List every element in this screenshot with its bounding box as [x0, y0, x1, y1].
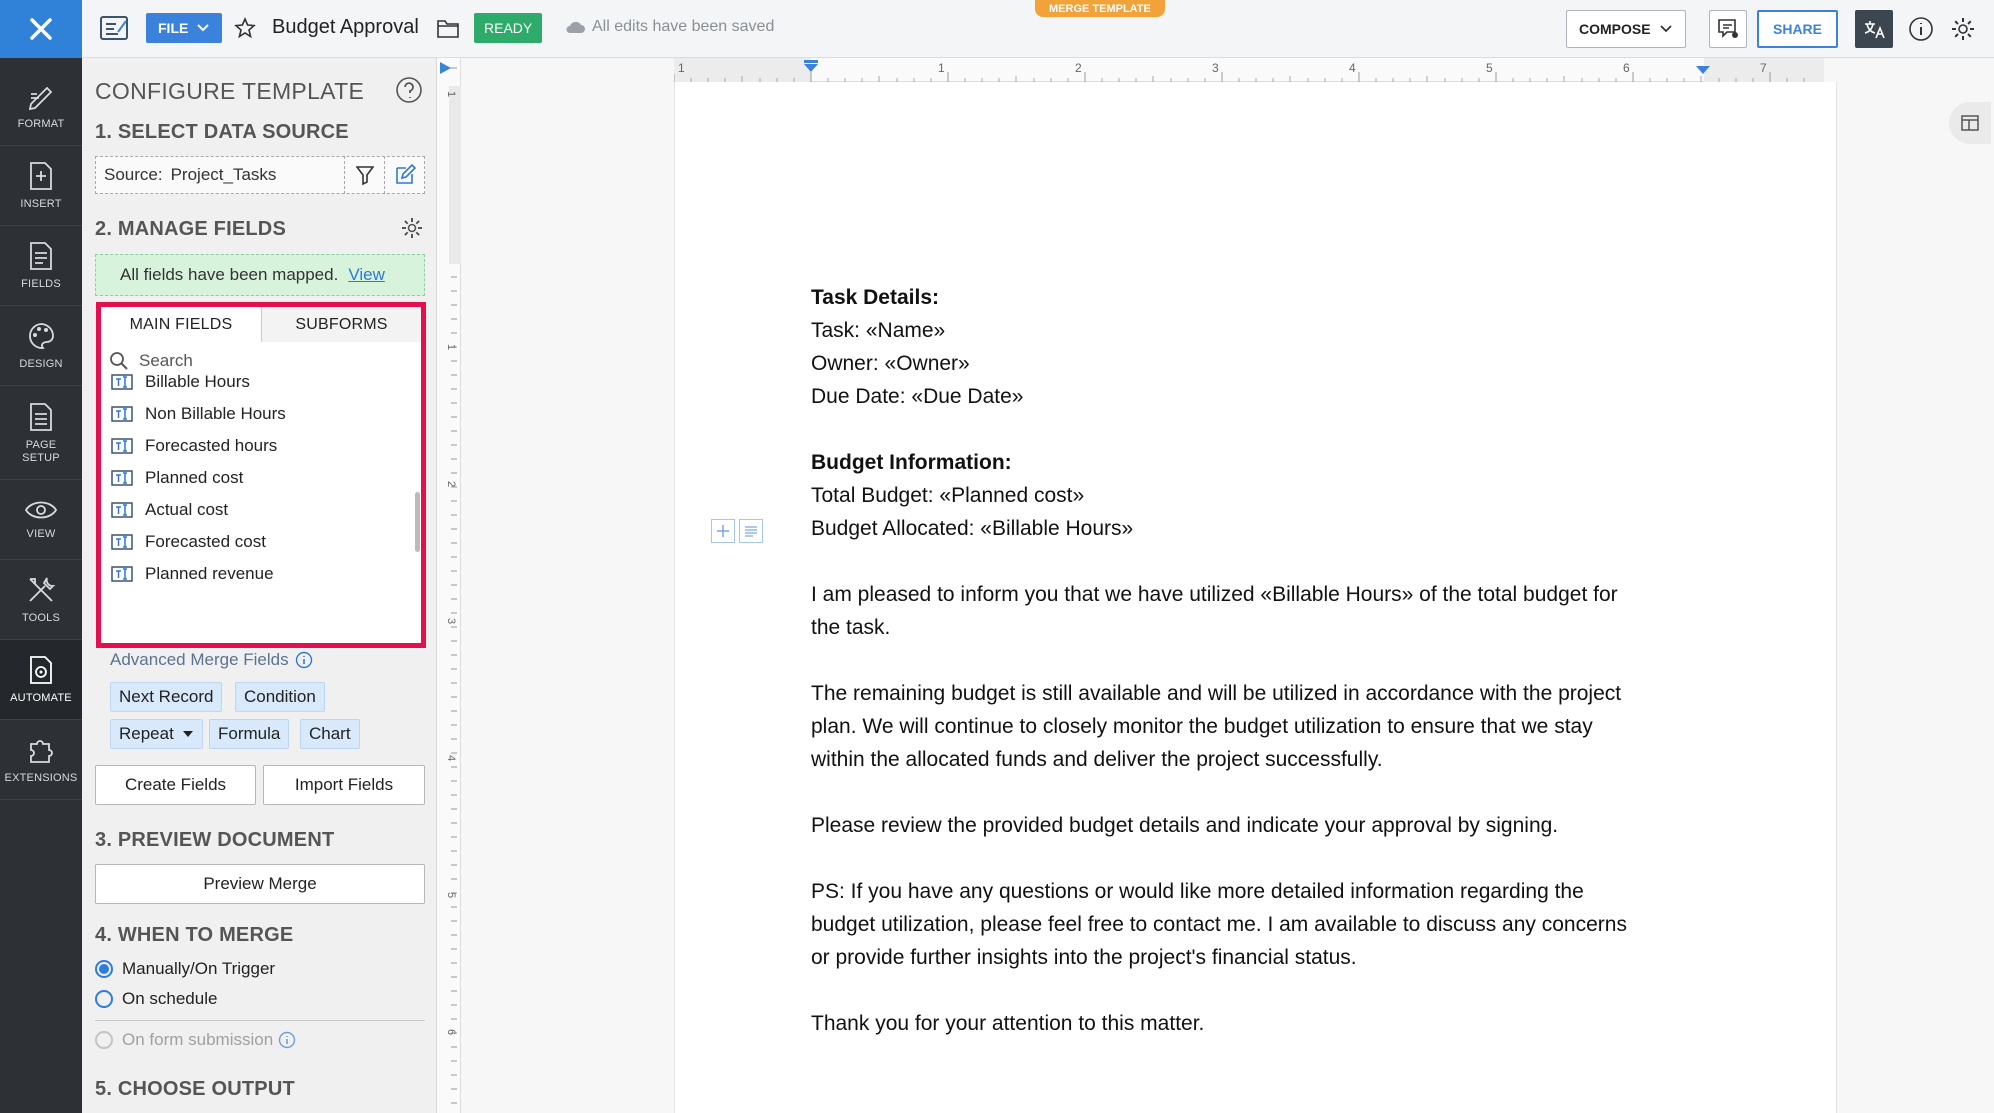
manage-fields-gear-icon[interactable] — [400, 216, 424, 245]
tab-subforms[interactable]: SUBFORMS — [262, 307, 421, 342]
fields-tabs — [101, 307, 421, 342]
insert-doc-icon — [26, 160, 56, 192]
formula-button[interactable]: Formula — [209, 719, 289, 749]
doc-text-block[interactable] — [811, 281, 1627, 1040]
ruler-tick-label: 7 — [1760, 61, 1767, 75]
step1-heading: 1. SELECT DATA SOURCE — [95, 121, 349, 143]
merge-manual-radio[interactable] — [95, 959, 275, 979]
compose-button[interactable] — [1566, 10, 1686, 48]
language-tools-button[interactable] — [1855, 10, 1893, 48]
close-icon — [28, 16, 54, 42]
tab-main-fields[interactable]: MAIN FIELDS — [101, 307, 262, 342]
palette-icon — [25, 320, 57, 352]
import-fields-button[interactable]: Import Fields — [263, 765, 425, 805]
advanced-label: Advanced Merge Fields — [110, 650, 289, 669]
radio-label: On schedule — [122, 989, 218, 1008]
field-icon — [111, 405, 133, 423]
field-item[interactable] — [111, 530, 266, 554]
repeat-button[interactable] — [110, 719, 203, 749]
fields-list-box — [96, 302, 426, 648]
merge-template-tag: MERGE TEMPLATE — [1035, 0, 1165, 17]
rail-label: DESIGN — [19, 358, 63, 370]
rail-label: FORMAT — [17, 118, 65, 130]
ruler-tick-label: 3 — [445, 617, 458, 625]
paragraph-style-button[interactable] — [739, 519, 763, 543]
field-item[interactable] — [111, 373, 250, 394]
doc-para2-line2: plan. We will continue to closely monitor the budget utilization to ensure that we stay — [811, 715, 1593, 738]
view-mapping-link[interactable]: View — [348, 265, 385, 284]
doc-para3: Please review the provided budget details and indicate your approval by signing. — [811, 814, 1559, 837]
ruler-tick-label: 1 — [445, 343, 458, 351]
fields-icon — [26, 240, 56, 272]
left-rail — [0, 0, 82, 1113]
plus-icon — [716, 524, 730, 538]
compose-label: COMPOSE — [1579, 21, 1651, 37]
vertical-ruler[interactable] — [437, 58, 461, 1113]
chevron-down-icon — [196, 23, 210, 33]
rail-format[interactable] — [0, 66, 82, 146]
field-icon — [111, 469, 133, 487]
favorite-star-icon[interactable] — [234, 17, 256, 39]
field-name: Planned cost — [145, 468, 244, 487]
field-icon — [111, 533, 133, 551]
add-block-button[interactable] — [711, 519, 735, 543]
doc-budget-heading: Budget Information: — [811, 451, 1012, 474]
configure-template-panel — [82, 58, 437, 1113]
info-icon — [278, 1031, 296, 1049]
field-item[interactable] — [111, 434, 277, 458]
rail-design[interactable] — [0, 306, 82, 386]
save-status — [564, 18, 774, 36]
radio-circle — [95, 960, 113, 978]
eye-icon — [24, 498, 58, 522]
field-name: Non Billable Hours — [145, 404, 286, 423]
paragraph-icon — [744, 524, 758, 538]
radio-label: On form submission — [122, 1030, 274, 1049]
cloud-icon — [564, 19, 586, 35]
search-icon — [109, 351, 129, 371]
field-list-scrollbar[interactable] — [415, 492, 420, 552]
ruler-tick-label: 4 — [1349, 61, 1356, 75]
rail-extensions[interactable] — [0, 720, 82, 800]
preview-merge-button[interactable]: Preview Merge — [95, 864, 425, 904]
chart-button[interactable]: Chart — [300, 719, 360, 749]
field-icon — [111, 437, 133, 455]
doc-para5: Thank you for your attention to this matter. — [811, 1012, 1205, 1035]
merge-form-submission-radio — [95, 1030, 296, 1050]
rail-insert[interactable] — [0, 146, 82, 226]
doc-task-line: Task: «Name» — [811, 319, 946, 342]
ruler-tick-label: 2 — [445, 480, 458, 488]
ruler-tick-label: 1 — [445, 90, 458, 98]
share-button[interactable]: SHARE — [1757, 10, 1838, 48]
ready-status-badge: READY — [474, 13, 542, 43]
folder-icon[interactable] — [436, 17, 460, 39]
info-icon[interactable] — [1907, 15, 1935, 43]
rail-view[interactable] — [0, 480, 82, 560]
radio-label: Manually/On Trigger — [122, 959, 276, 978]
settings-gear-icon[interactable] — [1949, 15, 1977, 43]
step4-heading: 4. WHEN TO MERGE — [95, 924, 294, 946]
fields-mapped-notice — [95, 254, 425, 296]
divider — [95, 1020, 425, 1021]
ruler-tick-label: 1 — [938, 61, 945, 75]
field-item[interactable] — [111, 498, 228, 522]
field-item[interactable] — [111, 402, 286, 426]
field-icon — [111, 565, 133, 583]
panel-title: CONFIGURE TEMPLATE — [95, 78, 365, 104]
doc-due-line: Due Date: «Due Date» — [811, 385, 1024, 408]
field-list — [101, 373, 417, 633]
ruler-tick-label: 5 — [445, 891, 458, 899]
layout-panel-icon — [1960, 114, 1980, 132]
step5-heading: 5. CHOOSE OUTPUT — [95, 1078, 295, 1100]
ruler-tick-label: 2 — [1075, 61, 1082, 75]
doc-task-heading: Task Details: — [811, 286, 939, 309]
side-panel-toggle[interactable] — [1949, 102, 1991, 144]
rail-page-setup[interactable] — [0, 386, 82, 480]
doc-para2-line1: The remaining budget is still available and will be utilized in accordance with the project — [811, 682, 1622, 705]
ruler-tick-label: 6 — [1623, 61, 1630, 75]
chevron-down-icon — [1659, 24, 1673, 34]
save-status-text: All edits have been saved — [592, 18, 775, 35]
source-label: Source: — [104, 165, 163, 184]
caret-down-icon — [182, 730, 194, 738]
horizontal-ruler[interactable] — [674, 58, 1824, 82]
rail-label: INSERT — [20, 198, 62, 210]
file-menu-button[interactable] — [146, 13, 222, 43]
page-setup-icon — [26, 401, 56, 433]
rail-label: AUTOMATE — [10, 692, 72, 704]
filter-icon — [356, 165, 374, 185]
field-name: Forecasted cost — [145, 532, 266, 551]
mapped-text: All fields have been mapped. — [120, 265, 339, 284]
source-value: Project_Tasks — [170, 165, 277, 184]
rail-label: FIELDS — [21, 278, 61, 290]
file-label: FILE — [158, 20, 189, 36]
doc-budget-allocated: Budget Allocated: «Billable Hours» — [811, 517, 1134, 540]
radio-circle — [95, 990, 113, 1008]
field-item[interactable] — [111, 466, 243, 490]
doc-para4-line1: PS: If you have any questions or would like more detailed information regarding the — [811, 880, 1584, 903]
condition-button[interactable]: Condition — [235, 682, 325, 712]
pen-icon — [25, 80, 57, 112]
filter-button[interactable] — [344, 156, 384, 194]
radio-circle — [95, 1031, 113, 1049]
edit-source-button[interactable] — [384, 156, 424, 194]
translate-icon — [1862, 18, 1886, 40]
ruler-tick-label: 5 — [1486, 61, 1493, 75]
top-bar — [82, 0, 1994, 58]
doc-owner-line: Owner: «Owner» — [811, 352, 970, 375]
rail-fields[interactable] — [0, 226, 82, 306]
help-icon[interactable] — [395, 76, 423, 109]
doc-para2-line3: within the allocated funds and deliver the project successfully. — [811, 748, 1383, 771]
writer-logo-icon[interactable] — [98, 12, 130, 44]
data-source-box[interactable] — [95, 156, 425, 194]
step3-heading: 3. PREVIEW DOCUMENT — [95, 829, 335, 851]
doc-para4-line3: or provide further insights into the project's financial status. — [811, 946, 1357, 969]
tools-icon — [25, 574, 57, 606]
rail-label: PAGE SETUP — [22, 438, 60, 464]
document-canvas[interactable] — [437, 58, 1994, 1113]
rail-tools[interactable] — [0, 560, 82, 640]
advanced-merge-fields — [110, 650, 313, 670]
create-fields-button[interactable]: Create Fields — [95, 765, 256, 805]
field-name: Billable Hours — [145, 373, 250, 391]
ruler-tick-label: 1 — [678, 61, 685, 75]
field-name: Forecasted hours — [145, 436, 278, 455]
ruler-tick-label: 4 — [445, 754, 458, 762]
rail-label: EXTENSIONS — [4, 772, 78, 784]
field-item[interactable] — [111, 562, 274, 586]
review-button[interactable] — [1709, 10, 1747, 48]
step2-heading: 2. MANAGE FIELDS — [95, 218, 286, 240]
review-icon — [1716, 17, 1740, 41]
document-page[interactable] — [674, 82, 1837, 1113]
search-placeholder: Search — [139, 351, 193, 370]
merge-schedule-radio[interactable] — [95, 989, 217, 1009]
edit-icon — [394, 164, 416, 186]
repeat-label: Repeat — [119, 724, 174, 743]
doc-total-budget: Total Budget: «Planned cost» — [811, 484, 1085, 507]
info-icon[interactable] — [295, 651, 313, 669]
rail-label: TOOLS — [21, 612, 61, 624]
field-name: Planned revenue — [145, 564, 274, 583]
automate-icon — [26, 654, 56, 686]
ruler-tick-label: 6 — [445, 1028, 458, 1036]
document-title[interactable]: Budget Approval — [272, 16, 419, 38]
field-name: Actual cost — [145, 500, 229, 519]
field-icon — [111, 501, 133, 519]
rail-label: VIEW — [26, 528, 56, 540]
close-button[interactable] — [0, 0, 82, 58]
doc-para4-line2: budget utilization, please feel free to contact me. I am available to discuss any concerns — [811, 913, 1627, 936]
rail-automate[interactable] — [0, 640, 82, 720]
paragraph-actions — [711, 519, 763, 543]
doc-para1-line2: the task. — [811, 616, 891, 639]
field-icon — [111, 373, 133, 391]
puzzle-icon — [25, 734, 57, 766]
ruler-tick-label: 3 — [1212, 61, 1219, 75]
doc-para1-line1: I am pleased to inform you that we have utilized «Billable Hours» of the total budget for — [811, 583, 1618, 606]
next-record-button[interactable]: Next Record — [110, 682, 222, 712]
